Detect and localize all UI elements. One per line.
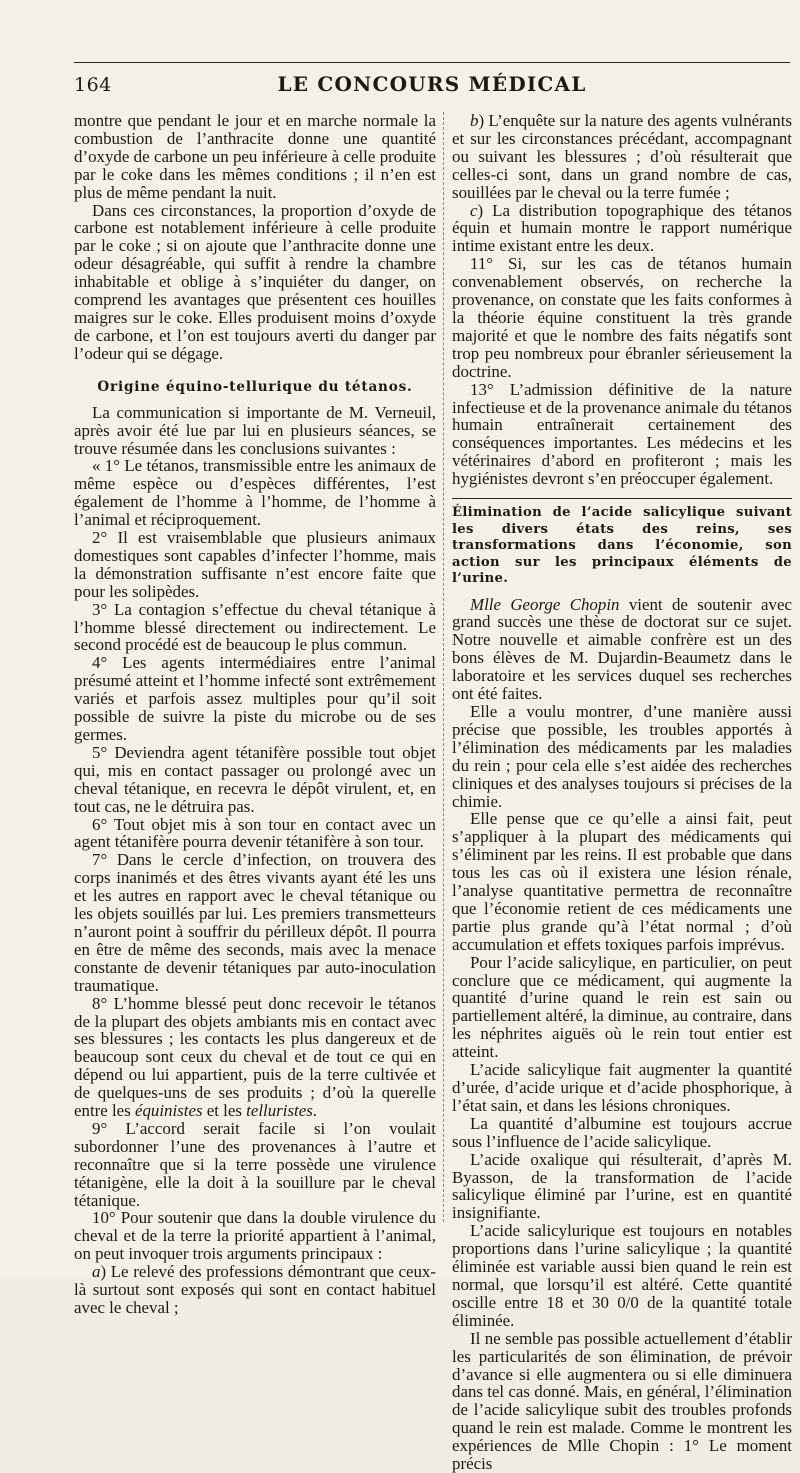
paragraph: La quantité d’albumine est toujours accrue sous l’influence de l’acide salicylique. [452,1113,792,1151]
section-heading-salicylique: Élimination de l’acide salicylique suivant les divers états des reins, ses transformations dans l’économie, son action sur les principaux éléments de l’urine. [452,505,792,587]
paragraph-text: ) L’enquête sur la nature des agents vulnérants et sur les circonstances précédant, accompagnant ou suivant les blessures ; d’où résulterait que celles-ci sont, dans un grand nombre de cas, souillées par le cheval ou la terre fumée ; [452,111,792,202]
paragraph: 11° Si, sur les cas de tétanos humain convenablement observés, on recherche la provenance, on constate que les faits conformes à la théorie équine constituent la très grande majorité et que le nombre des faits négatifs sont trop peu nombreux pour ébranler sérieusement la doctrine. [452,254,792,381]
list-label: c [470,200,478,220]
paragraph: 10° Pour soutenir que dans la double virulence du cheval et de la terre la priorité appartient à l’animal, on peut invoquer trois arguments principaux : [74,1208,436,1264]
paragraph: montre que pendant le jour et en marche normale la combustion de l’anthracite donne une quantité d’oxyde de carbone un peu inférieure à celle produite par le coke dans les mêmes conditions ; il n’en est plus de même pendant la nuit. [74,111,436,202]
paragraph: Il ne semble pas possible actuellement d’établir les particularités de son élimination, de prévoir d’avance si elle augmentera ou si elle diminuera dans tel cas donné. Mais, en général, l’élimination de l’acide salicylique subit des troubles profonds quand le rein est malade. Comme le montrent les expériences de Mlle Chopin : 1° Le moment précis [452,1328,792,1473]
list-label: a [92,1262,101,1282]
paragraph-text: 8° L’homme blessé peut donc recevoir le tétanos de la plupart des objets ambiants mis en contact avec ses blessures ; les contacts les plus dangereux et de beaucoup sont ceux du cheval et de tout ce qui en dépend ou lui appartient, puis de la terre cultivée et de quelques-uns de ses produits ; d’où la querelle entre les [74,993,436,1121]
paragraph [74,1263,436,1317]
paragraph-text: . [312,1101,318,1121]
paragraph: 9° L’accord serait facile si l’on voulait subordonner l’une des provenances à l’autre et reconnaître que si la terre possède une virulence tétanigène, elle la doit à la souillure par le cheval tétanique. [74,1118,436,1210]
paragraph [452,112,792,202]
paragraph-text: ) Le relevé des professions démontrant que ceux-là surtout sont exposés qui sont en contact habituel avec le cheval ; [74,1262,436,1317]
paragraph: « 1° Le tétanos, transmissible entre les animaux de même espèce ou d’espèces différentes, l’est également de l’homme à l’homme, de l’homme à l’animal et réciproquement. [74,456,436,530]
emphasis-term: équinistes [134,1101,203,1121]
paragraph: L’acide salicylurique est toujours en notables proportions dans l’urine salicylique ; la quantité éliminée est variable aussi bien quand le rein est normal, que lorsqu’il est altéré. Cette quantité oscille entre 18 et 30 0/0 de la quantité totale éliminée. [452,1221,792,1330]
page-number: 164 [74,74,112,96]
paragraph: L’acide oxalique qui résulterait, d’après M. Byasson, de la transformation de l’acide salicylique éliminé par l’urine, est en quantité insignifiante. [452,1149,792,1223]
paragraph [74,995,436,1120]
paragraph-text: et les [202,1101,247,1121]
running-title: LE CONCOURS MÉDICAL [277,72,587,96]
paragraph-text: vient de soutenir avec grand succès une thèse de doctorat sur ce sujet. Notre nouvelle et aimable confrère est un des bons élèves de M. Dujardin-Beaumetz dans le laboratoire et les services duquel ses recherches ont été faites. [452,594,792,704]
section-rule [452,498,792,499]
paragraph: 6° Tout objet mis à son tour en contact avec un agent tétanifère pourra devenir tétanifère à son tour. [74,814,436,852]
paragraph-text: ) La distribution topographique des tétanos équin et humain montre le rapport numérique intime existant entre les deux. [452,200,792,256]
header-rule [74,62,790,63]
list-label: b [470,111,479,130]
paragraph [452,596,792,703]
paragraph: Elle a voulu montrer, d’une manière aussi précise que possible, les troubles apportés à l’élimination des médicaments par les maladies du rein ; pour cela elle s’est aidée des recherches cliniques et des analyses toujours si précises de la chimie. [452,701,792,811]
paragraph: L’acide salicylique fait augmenter la quantité d’urée, d’acide urique et d’acide phosphorique, à l’état sain, et dans les lésions chroniques. [452,1060,792,1115]
paragraph: 4° Les agents intermédiaires entre l’animal présumé atteint et l’homme infecté sont extrêmement variés et parfois assez multiples pour qu’il soit possible de suivre la piste du microbe ou de ses germes. [74,653,436,744]
paragraph [452,202,792,256]
column-divider [443,112,444,1222]
paragraph: 13° L’admission définitive de la nature infectieuse et de la provenance animale du tétanos humain entraînerait certainement des conséquences importantes. Les médecins et les vétérinaires d’abord en profiteront ; mais les hygiénistes devront s’en préoccuper également. [452,379,792,489]
paragraph: 7° Dans le cercle d’infection, on trouvera des corps inanimés et des êtres vivants ayant été les uns et les autres en rapport avec le cheval tétanique ou les objets souillés par lui. Les premiers transmetteurs n’auront point à souffrir du périlleux dépôt. Il pourra en être de même des seconds, mais avec la menace constante de devenir tétaniques par auto-inoculation traumatique. [74,850,436,995]
author-name: Mlle George Chopin [470,594,620,614]
right-column [452,111,792,1473]
paragraph: Elle pense que ce qu’elle a ainsi fait, peut s’appliquer à la plupart des médicaments qui s’éliminent par les reins. Il est probable que dans tous les cas où il existera une lésion rénale, l’analyse quantitative permettra de reconnaître que l’économie retient de ces médicaments une partie plus grande qu’à l’état normal ; d’où accumulation et effets toxiques parfois imprévus. [452,809,792,954]
section-heading-tetanos: Origine équino-tellurique du tétanos. [97,378,413,395]
paragraph: Pour l’acide salicylique, en particulier, on peut conclure que ce médicament, qui augmente la quantité d’urine quand le rein est sain ou partiellement altéré, la diminue, au contraire, dans les néphrites aiguës où le rein tout entier est atteint. [452,952,792,1062]
page-header [74,62,790,96]
emphasis-term: telluristes [246,1101,313,1121]
paragraph: La communication si importante de M. Verneuil, après avoir été lue par lui en plusieurs séances, se trouve résumée dans les conclusions suivantes : [74,402,436,458]
paragraph: 3° La contagion s’effectue du cheval tétanique à l’homme blessé directement ou indirectement. Le second procédé est de beaucoup le plus commun. [74,599,436,655]
paragraph: 5° Deviendra agent tétanifère possible tout objet qui, mis en contact passager ou prolongé avec un cheval tétanique, en recevra le dépôt virulent, et, en tout cas, ne le détruira pas. [74,742,436,816]
paragraph: Dans ces circonstances, la proportion d’oxyde de carbone est notablement inférieure à celle produite par le coke ; si on ajoute que l’anthracite donne une odeur désagréable, qui suffit à rendre la chambre inhabitable et oblige à s’inquiéter du danger, on comprend les avantages que présentent ces houilles maigres sur le coke. Elles produisent moins d’oxyde de carbone, et l’on est toujours averti du danger par l’odeur qui se dégage. [74,200,436,363]
left-column [74,111,436,1317]
paragraph: 2° Il est vraisemblable que plusieurs animaux domestiques sont capables d’infecter l’homme, mais la démonstration suffisante n’est encore faite que pour les solipèdes. [74,528,436,601]
